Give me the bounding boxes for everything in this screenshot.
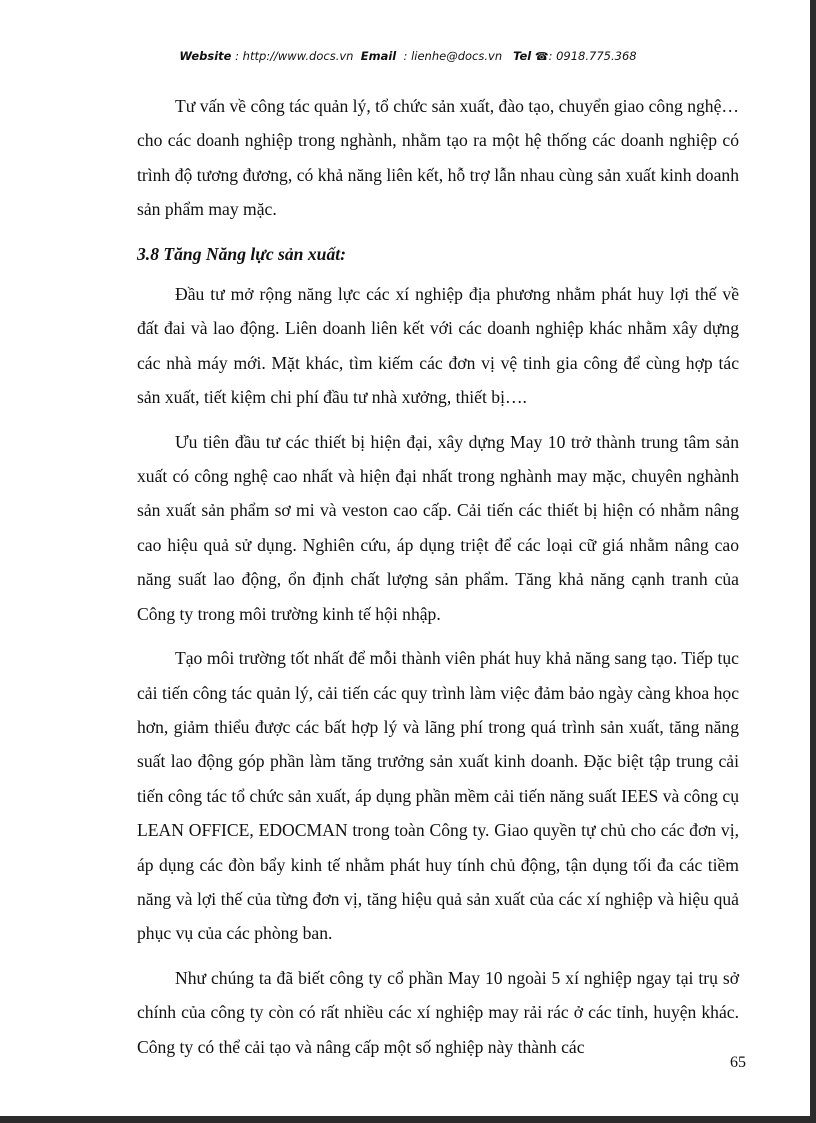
page-number: 65 [730, 1054, 746, 1071]
tel-number: 0918.775.368 [556, 49, 637, 63]
section-heading: 3.8 Tăng Năng lực sản xuất: [137, 243, 346, 264]
email-link[interactable]: lienhe@docs.vn [411, 49, 503, 63]
document-body [137, 89, 739, 1074]
paragraph-3: Ưu tiên đầu tư các thiết bị hiện đại, xây dựng May 10 trở thành trung tâm sản xuất có công nghệ cao nhất và hiện đại nhất trong nghành may mặc, chuyên nghành sản xuất sản phẩm sơ mi và veston cao cấp. Cải tiến các thiết bị hiện có nhằm nâng cao hiệu quả sử dụng. Nghiên cứu, áp dụng triệt để các loại cữ giá nhằm nâng cao năng suất lao động, ổn định chất lượng sản phẩm. Tăng khả năng cạnh tranh của Công ty trong môi trường kinh tế hội nhập. [137, 431, 739, 624]
website-link[interactable]: http://www.docs.vn [242, 49, 354, 63]
paragraph-5: Như chúng ta đã biết công ty cổ phần May 10 ngoài 5 xí nghiệp ngay tại trụ sở chính của công ty còn có rất nhiều các xí nghiệp may rải rác ở các tỉnh, huyện khác. Công ty có thể cải tạo và nâng cấp một số nghiệp này thành các [137, 967, 739, 1057]
page-header: Website : http://www.docs.vn Email : lienhe@docs.vn Tel ☎: 0918.775.368 [179, 49, 637, 63]
website-label: Website [179, 49, 232, 63]
tel-label: Tel [513, 49, 532, 63]
page-shadow-bottom [0, 1116, 816, 1123]
page-shadow-right [810, 0, 816, 1123]
phone-icon: ☎ [534, 50, 549, 63]
paragraph-1: Tư vấn về công tác quản lý, tổ chức sản xuất, đào tạo, chuyển giao công nghệ… cho các doanh nghiệp trong nghành, nhằm tạo ra một hệ thống các doanh nghiệp có trình độ tương đương, có khả năng liên kết, hỗ trợ lẫn nhau cùng sản xuất kinh doanh sản phẩm may mặc. [137, 96, 739, 220]
paragraph-2: Đầu tư mở rộng năng lực các xí nghiệp địa phương nhằm phát huy lợi thế về đất đai và lao động. Liên doanh liên kết với các doanh nghiệp khác nhằm xây dựng các nhà máy mới. Mặt khác, tìm kiếm các đơn vị vệ tinh gia công để cùng hợp tác sản xuất, tiết kiệm chi phí đầu tư nhà xưởng, thiết bị…. [137, 284, 739, 408]
email-label: Email [360, 49, 397, 63]
paragraph-4: Tạo môi trường tốt nhất để mỗi thành viên phát huy khả năng sang tạo. Tiếp tục cải tiến công tác quản lý, cải tiến các quy trình làm việc đảm bảo ngày càng khoa học hơn, giảm thiểu được các bất hợp lý và lãng phí trong quá trình sản xuất, tăng năng suất lao động góp phần làm tăng trưởng sản xuất kinh doanh. Đặc biệt tập trung cải tiến công tác tổ chức sản xuất, áp dụng phần mềm cải tiến năng suất IEES và công cụ LEAN OFFICE, EDOCMAN trong toàn Công ty. Giao quyền tự chủ cho các đơn vị, áp dụng các đòn bẩy kinh tế nhằm phát huy tính chủ động, tận dụng tối đa các tiềm năng và lợi thế của từng đơn vị, tăng hiệu quả sản xuất của các xí nghiệp và hiệu quả phục vụ của các phòng ban. [137, 648, 739, 944]
